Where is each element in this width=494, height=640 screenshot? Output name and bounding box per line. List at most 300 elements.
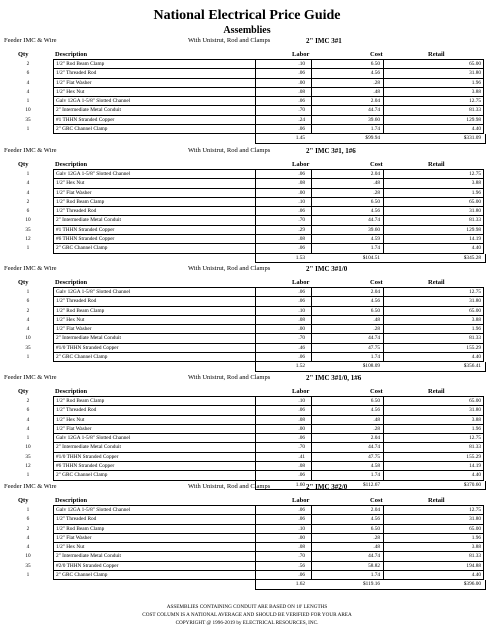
cell-retail: 12.75: [469, 435, 481, 442]
cell-qty: 6: [26, 407, 30, 414]
header-description: Description: [55, 497, 88, 504]
section-code: 2" IMC 3#1/0: [306, 265, 348, 273]
table-row: [26, 189, 484, 198]
total-cost: $104.51: [362, 254, 380, 261]
cell-labor: .06: [298, 245, 305, 252]
header-cost: Cost: [370, 51, 383, 58]
section-category: Feeder IMC & Wire: [4, 147, 57, 154]
total-labor: 1.60: [295, 481, 305, 488]
header-retail: Retail: [428, 279, 445, 286]
cell-labor: .06: [298, 516, 305, 523]
cell-labor: .70: [298, 444, 305, 451]
cell-retail: 3.88: [471, 416, 481, 423]
cell-description: 1/2" Rod Beam Clamp: [56, 61, 105, 67]
table-row: [26, 406, 484, 415]
header-description: Description: [55, 388, 88, 395]
cell-labor: .24: [298, 116, 305, 123]
cell-description: Galv 12GA 1-5/8" Slotted Channel: [56, 171, 131, 177]
cell-retail: 81.33: [469, 444, 481, 451]
cell-description: Galv 12GA 1-5/8" Slotted Channel: [56, 289, 131, 295]
cell-description: #6 THHN Stranded Copper: [56, 236, 115, 243]
table-row: [25, 562, 484, 571]
total-labor: 1.45: [295, 135, 305, 142]
cell-cost: 4.56: [370, 298, 380, 305]
section-mounting: With Unistrut, Rod and Clamps: [188, 37, 271, 44]
cell-description: 1/2" Hex Nut: [56, 88, 85, 95]
table-row: [25, 235, 484, 244]
cell-cost: 6.50: [370, 307, 380, 314]
cell-labor: .08: [298, 416, 305, 423]
page-title: National Electrical Price Guide: [153, 8, 341, 23]
total-retail: $396.00: [463, 581, 481, 588]
table-row: [25, 552, 484, 561]
footer-line: COPYRIGHT @ 1996-2019 by ELECTRICAL RESOURCES, INC.: [175, 620, 319, 626]
table-row: [26, 571, 484, 580]
cell-cost: .28: [373, 189, 380, 196]
cell-retail: 194.88: [466, 562, 481, 569]
cell-labor: .70: [298, 335, 305, 342]
table-row: [25, 106, 484, 115]
table-row: [25, 116, 484, 125]
cell-description: 1/2" Rod Beam Clamp: [56, 398, 105, 404]
total-labor: 1.53: [295, 254, 305, 261]
table-row: [26, 434, 484, 443]
cell-cost: .28: [373, 534, 380, 541]
cell-qty: 2: [26, 525, 30, 532]
table-row: [26, 288, 484, 297]
header-labor: Labor: [292, 51, 310, 58]
cell-qty: 35: [25, 116, 31, 123]
table-row: [26, 525, 484, 534]
cell-qty: 1: [26, 245, 30, 252]
header-qty: Qty: [18, 51, 29, 58]
cell-description: 1/2" Rod Beam Clamp: [56, 525, 105, 532]
table-row: [26, 79, 484, 88]
footer-line: COST COLUMN IS A NATIONAL AVERAGE AND SHOULD BE VERIFIED FOR YOUR AREA: [142, 612, 352, 618]
table-row: [26, 297, 484, 306]
cell-labor: .46: [298, 344, 305, 351]
section-category: Feeder IMC & Wire: [4, 374, 57, 381]
section-mounting: With Unistrut, Rod and Clamps: [188, 147, 271, 154]
header-labor: Labor: [292, 161, 310, 168]
section-category: Feeder IMC & Wire: [4, 483, 57, 490]
table-row: [26, 60, 484, 69]
cell-cost: 6.50: [370, 525, 380, 532]
cell-description: 1/2" Rod Beam Clamp: [56, 198, 105, 205]
header-qty: Qty: [18, 161, 29, 168]
table-row: [25, 344, 484, 353]
cell-retail: 31.80: [469, 208, 481, 215]
cell-qty: 2: [26, 307, 30, 314]
table-row: [26, 170, 484, 179]
cell-labor: .08: [298, 463, 305, 470]
table-row: [26, 88, 484, 97]
table-body: [25, 505, 484, 580]
total-labor: 1.62: [295, 581, 305, 588]
cell-labor: .56: [298, 562, 305, 569]
cell-retail: 81.33: [469, 335, 481, 342]
cell-description: 2" Intermediate Metal Conduit: [56, 217, 121, 224]
table-body: [25, 396, 484, 481]
cell-cost: 58.82: [368, 562, 380, 569]
cell-description: #2/0 THHN Stranded Copper: [56, 562, 119, 569]
cell-retail: 12.75: [469, 171, 481, 177]
cell-description: 1/2" Hex Nut: [56, 544, 85, 551]
cell-retail: 12.75: [469, 98, 481, 105]
cell-retail: 155.29: [466, 453, 481, 460]
header-description: Description: [55, 51, 88, 58]
cell-retail: 4.40: [471, 354, 481, 361]
table-row: [25, 334, 484, 343]
cell-labor: .10: [298, 307, 305, 314]
cell-qty: 4: [26, 79, 30, 86]
cell-labor: .00: [298, 326, 305, 333]
header-cost: Cost: [370, 279, 383, 286]
cell-retail: 65.00: [469, 398, 481, 404]
cell-qty: 4: [26, 189, 30, 196]
cell-qty: 10: [25, 444, 31, 451]
cell-cost: 47.75: [368, 344, 380, 351]
table-row: [25, 226, 484, 235]
table-row: [26, 471, 484, 480]
cell-retail: 31.80: [469, 298, 481, 305]
cell-labor: .06: [298, 472, 305, 479]
cell-qty: 4: [26, 326, 30, 333]
cell-cost: 4.56: [370, 208, 380, 215]
cell-qty: 4: [26, 88, 30, 95]
cell-labor: .06: [298, 435, 305, 442]
table-row: [26, 397, 484, 406]
cell-labor: .06: [298, 98, 305, 105]
cell-retail: 1.96: [471, 326, 481, 333]
cell-cost: .48: [373, 544, 380, 551]
header-qty: Qty: [18, 279, 29, 286]
cell-description: 2" GRC Channel Clamp: [56, 245, 108, 252]
table-row: [26, 244, 484, 253]
table-row: [26, 543, 484, 552]
table-row: [26, 97, 484, 106]
cell-cost: 1.74: [370, 126, 380, 133]
total-row: [53, 134, 484, 142]
total-row: [53, 580, 484, 588]
cell-labor: .06: [298, 126, 305, 133]
cell-retail: 65.00: [469, 525, 481, 532]
cell-retail: 14.19: [469, 236, 481, 243]
cell-description: 1/2" Rod Beam Clamp: [56, 307, 105, 314]
cell-description: 1/2" Flat Washer: [56, 425, 92, 432]
table-row: [26, 325, 484, 334]
total-cost: $119.16: [362, 581, 380, 588]
cell-labor: .00: [298, 425, 305, 432]
cell-labor: .00: [298, 534, 305, 541]
header-cost: Cost: [370, 388, 383, 395]
total-cost: $108.09: [362, 363, 380, 370]
cell-description: 1/2" Threaded Rod: [56, 407, 97, 414]
section-category: Feeder IMC & Wire: [4, 265, 57, 272]
cell-description: 1/2" Threaded Rod: [56, 516, 97, 523]
cell-description: Galv 12GA 1-5/8" Slotted Channel: [56, 98, 131, 105]
cell-retail: 129.98: [466, 226, 481, 233]
header-retail: Retail: [428, 161, 445, 168]
assembly-section: [0, 146, 494, 276]
total-cost: $99.94: [365, 135, 380, 142]
header-description: Description: [55, 279, 88, 286]
cell-labor: .70: [298, 217, 305, 224]
cell-cost: 6.50: [370, 198, 380, 205]
cell-labor: .10: [298, 198, 305, 205]
footer-notes: [0, 603, 494, 627]
cell-labor: .06: [298, 289, 305, 295]
header-qty: Qty: [18, 388, 29, 395]
cell-qty: 4: [26, 180, 30, 187]
cell-qty: 1: [26, 98, 30, 105]
cell-qty: 10: [25, 335, 31, 342]
cell-labor: .08: [298, 88, 305, 95]
table-body: [25, 59, 484, 134]
cell-cost: .28: [373, 425, 380, 432]
total-retail: $345.28: [463, 254, 481, 261]
total-retail: $370.60: [463, 481, 481, 488]
cell-retail: 1.96: [471, 189, 481, 196]
cell-labor: .08: [298, 180, 305, 187]
cell-qty: 2: [26, 398, 30, 404]
cell-labor: .70: [298, 107, 305, 114]
cell-qty: 1: [26, 171, 30, 177]
cell-labor: .06: [298, 572, 305, 579]
total-row: [53, 362, 484, 370]
table-row: [26, 534, 484, 543]
table-header-row: [0, 278, 494, 287]
table-header-row: [0, 387, 494, 396]
cell-retail: 12.75: [469, 289, 481, 295]
cell-description: #1/0 THHN Stranded Copper: [56, 453, 119, 460]
cell-retail: 155.29: [466, 344, 481, 351]
cell-cost: 2.04: [370, 507, 380, 513]
cell-cost: .48: [373, 88, 380, 95]
table-row: [26, 179, 484, 188]
cell-qty: 4: [26, 425, 30, 432]
cell-labor: .06: [298, 407, 305, 414]
cell-cost: 2.04: [370, 171, 380, 177]
cell-retail: 12.75: [469, 507, 481, 513]
total-row: [53, 254, 484, 262]
section-header: [0, 373, 494, 383]
cell-description: 1/2" Hex Nut: [56, 316, 85, 323]
table-row: [26, 353, 484, 362]
header-qty: Qty: [18, 497, 29, 504]
cell-qty: 12: [25, 463, 31, 470]
cell-cost: 6.50: [370, 398, 380, 404]
header-cost: Cost: [370, 161, 383, 168]
cell-qty: 6: [26, 298, 30, 305]
table-row: [26, 198, 484, 207]
cell-qty: 4: [26, 544, 30, 551]
cell-cost: 39.60: [368, 116, 380, 123]
cell-labor: .41: [298, 453, 305, 460]
cell-qty: 6: [26, 208, 30, 215]
cell-cost: 1.74: [370, 472, 380, 479]
cell-labor: .06: [298, 507, 305, 513]
cell-qty: 12: [25, 236, 31, 243]
table-header-row: [0, 496, 494, 505]
assembly-section: [0, 482, 494, 612]
total-cost: $112.67: [362, 481, 380, 488]
cell-retail: 4.40: [471, 245, 481, 252]
cell-cost: 44.74: [368, 217, 380, 224]
section-mounting: With Unistrut, Rod and Clamps: [188, 265, 271, 272]
cell-retail: 31.80: [469, 70, 481, 77]
total-retail: $356.41: [463, 363, 481, 370]
cell-labor: .06: [298, 171, 305, 177]
table-header-row: [0, 160, 494, 169]
cell-retail: 3.88: [471, 180, 481, 187]
cell-description: 1/2" Threaded Rod: [56, 208, 97, 215]
cell-qty: 1: [26, 507, 30, 513]
cell-description: #6 THHN Stranded Copper: [56, 463, 115, 470]
section-header: [0, 482, 494, 492]
cell-retail: 31.80: [469, 407, 481, 414]
cell-labor: .06: [298, 70, 305, 77]
cell-labor: .70: [298, 553, 305, 560]
cell-qty: 1: [26, 354, 30, 361]
cell-description: 2" Intermediate Metal Conduit: [56, 553, 121, 560]
cell-qty: 35: [25, 562, 31, 569]
cell-cost: .48: [373, 180, 380, 187]
header-labor: Labor: [292, 388, 310, 395]
cell-retail: 65.00: [469, 307, 481, 314]
cell-description: 2" Intermediate Metal Conduit: [56, 444, 121, 451]
cell-retail: 129.98: [466, 116, 481, 123]
cell-description: 2" GRC Channel Clamp: [56, 572, 108, 579]
table-body: [25, 169, 484, 254]
table-row: [26, 69, 484, 78]
cell-labor: .06: [298, 354, 305, 361]
cell-cost: 1.74: [370, 354, 380, 361]
cell-cost: 44.74: [368, 107, 380, 114]
cell-cost: 6.50: [370, 61, 380, 67]
cell-description: 2" GRC Channel Clamp: [56, 354, 108, 361]
cell-description: Galv 12GA 1-5/8" Slotted Channel: [56, 435, 131, 442]
cell-qty: 1: [26, 435, 30, 442]
cell-retail: 1.96: [471, 425, 481, 432]
header-retail: Retail: [428, 497, 445, 504]
cell-cost: 2.04: [370, 289, 380, 295]
cell-description: #1/0 THHN Stranded Copper: [56, 344, 119, 351]
cell-labor: .10: [298, 525, 305, 532]
cell-labor: .00: [298, 189, 305, 196]
section-category: Feeder IMC & Wire: [4, 37, 57, 44]
cell-labor: .06: [298, 298, 305, 305]
cell-cost: 4.56: [370, 70, 380, 77]
cell-retail: 81.33: [469, 107, 481, 114]
section-code: 2" IMC 3#2/0: [306, 483, 348, 491]
cell-cost: 44.74: [368, 553, 380, 560]
cell-qty: 2: [26, 61, 30, 67]
section-header: [0, 36, 494, 46]
cell-cost: 1.74: [370, 572, 380, 579]
cell-cost: 39.60: [368, 226, 380, 233]
section-mounting: With Unistrut, Rod and Clamps: [188, 374, 271, 381]
cell-qty: 10: [25, 107, 31, 114]
cell-cost: .48: [373, 416, 380, 423]
cell-qty: 4: [26, 534, 30, 541]
cell-cost: 4.59: [370, 236, 380, 243]
cell-cost: .28: [373, 326, 380, 333]
cell-qty: 2: [26, 198, 30, 205]
cell-qty: 1: [26, 472, 30, 479]
table-row: [25, 216, 484, 225]
cell-qty: 35: [25, 344, 31, 351]
header-labor: Labor: [292, 279, 310, 286]
table-row: [26, 515, 484, 524]
cell-cost: .28: [373, 79, 380, 86]
cell-description: 1/2" Flat Washer: [56, 534, 92, 541]
cell-description: 1/2" Hex Nut: [56, 416, 85, 423]
table-body: [25, 287, 484, 362]
cell-labor: .06: [298, 208, 305, 215]
cell-retail: 14.19: [469, 463, 481, 470]
table-row: [25, 443, 484, 452]
cell-retail: 3.88: [471, 316, 481, 323]
cell-qty: 6: [26, 70, 30, 77]
cell-description: 1/2" Hex Nut: [56, 180, 85, 187]
table-row: [26, 125, 484, 134]
cell-retail: 1.96: [471, 534, 481, 541]
cell-description: #1 THHN Stranded Copper: [56, 226, 115, 233]
cell-cost: 4.58: [370, 463, 380, 470]
cell-description: 2" Intermediate Metal Conduit: [56, 335, 121, 342]
cell-retail: 81.33: [469, 217, 481, 224]
cell-description: Galv 12GA 1-5/8" Slotted Channel: [56, 507, 131, 513]
cell-retail: 31.80: [469, 516, 481, 523]
cell-description: 1/2" Flat Washer: [56, 326, 92, 333]
table-row: [26, 506, 484, 515]
cell-cost: 4.56: [370, 407, 380, 414]
header-labor: Labor: [292, 497, 310, 504]
cell-retail: 1.96: [471, 79, 481, 86]
header-description: Description: [55, 161, 88, 168]
table-header-row: [0, 50, 494, 59]
cell-labor: .29: [298, 226, 305, 233]
cell-labor: .08: [298, 316, 305, 323]
section-mounting: With Unistrut, Rod and Clamps: [188, 483, 271, 490]
table-row: [26, 307, 484, 316]
table-row: [26, 425, 484, 434]
cell-description: 2" GRC Channel Clamp: [56, 472, 108, 479]
cell-description: 1/2" Flat Washer: [56, 189, 92, 196]
cell-qty: 1: [26, 572, 30, 579]
cell-qty: 4: [26, 316, 30, 323]
cell-cost: .48: [373, 316, 380, 323]
cell-qty: 35: [25, 226, 31, 233]
cell-description: 2" GRC Channel Clamp: [56, 126, 108, 133]
cell-description: 2" Intermediate Metal Conduit: [56, 107, 121, 114]
cell-qty: 4: [26, 416, 30, 423]
total-retail: $331.09: [463, 135, 481, 142]
cell-retail: 65.00: [469, 198, 481, 205]
cell-cost: 44.74: [368, 444, 380, 451]
section-code: 2" IMC 3#1, 1#6: [306, 147, 356, 155]
cell-cost: 1.74: [370, 245, 380, 252]
cell-labor: .10: [298, 61, 305, 67]
cell-qty: 10: [25, 217, 31, 224]
section-header: [0, 264, 494, 274]
cell-retail: 4.40: [471, 126, 481, 133]
page-subtitle: Assemblies: [223, 25, 271, 36]
cell-retail: 3.88: [471, 88, 481, 95]
cell-labor: .08: [298, 544, 305, 551]
footer-line: ASSEMBLIES CONTAINING CONDUIT ARE BASED ON 10' LENGTHS: [166, 604, 328, 610]
